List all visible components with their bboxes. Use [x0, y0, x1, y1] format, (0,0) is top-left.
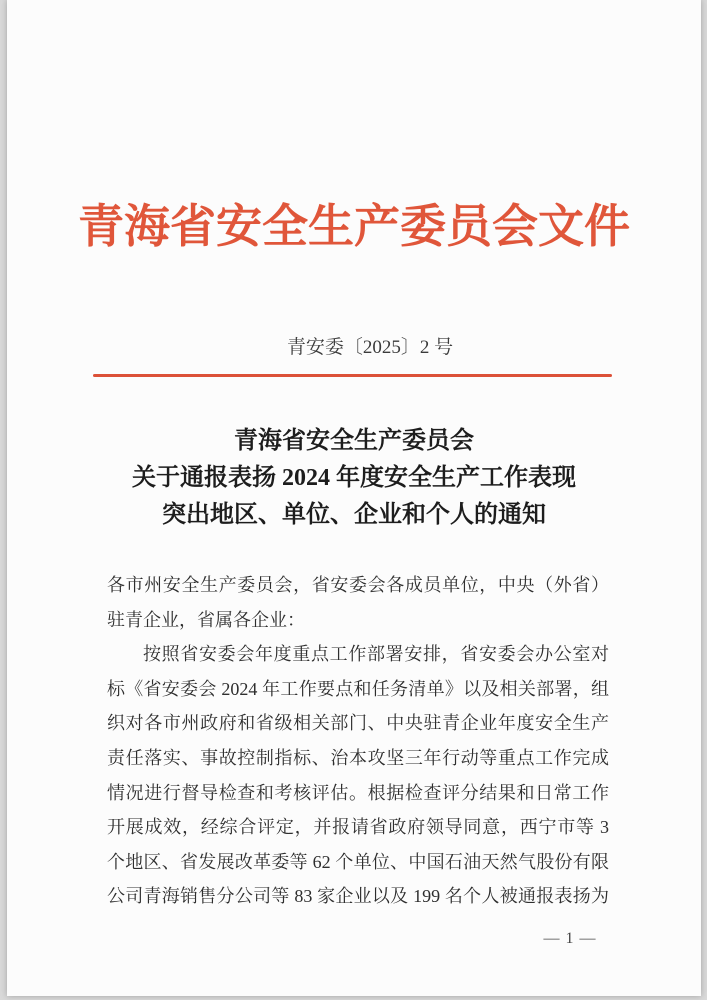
document-page — [7, 0, 701, 996]
body-text-line: 织对各市州政府和省级相关部门、中央驻青企业年度安全生产 — [107, 713, 609, 734]
body-text-line: 个地区、省发展改革委等 62 个单位、中国石油天然气股份有限 — [107, 851, 609, 872]
body-text-line: 各市州安全生产委员会，省安委会各成员单位，中央（外省） — [107, 575, 609, 595]
body-text-line: 责任落实、事故控制指标、治本攻坚三年行动等重点工作完成 — [107, 747, 609, 768]
red-divider-line — [93, 374, 612, 377]
body-text-line: 驻青企业，省属各企业： — [107, 609, 305, 630]
document-header-banner: 青海省安全生产委员会文件 — [78, 201, 630, 252]
body-text-line: 标《省安委会 2024 年工作要点和任务清单》以及相关部署，组 — [107, 678, 609, 699]
body-text-line: 按照省安委会年度重点工作部署安排，省安委会办公室对 — [143, 644, 609, 665]
body-paragraphs — [107, 568, 609, 914]
notice-title-line: 青海省安全生产委员会 — [234, 428, 474, 454]
body-text-line: 情况进行督导检查和考核评估。根据检查评分结果和日常工作 — [107, 782, 609, 803]
notice-title-line: 关于通报表扬 2024 年度安全生产工作表现 — [132, 465, 576, 491]
notice-title-line: 突出地区、单位、企业和个人的通知 — [162, 502, 546, 528]
notice-title — [7, 423, 701, 534]
body-text-line: 公司青海销售分公司等 83 家企业以及 199 名个人被通报表扬为 — [107, 886, 609, 907]
document-number: 青安委〔2025〕2 号 — [286, 337, 454, 358]
page-number: — 1 — — [543, 930, 597, 947]
body-text-line: 开展成效，经综合评定，并报请省政府领导同意，西宁市等 3 — [107, 817, 609, 838]
